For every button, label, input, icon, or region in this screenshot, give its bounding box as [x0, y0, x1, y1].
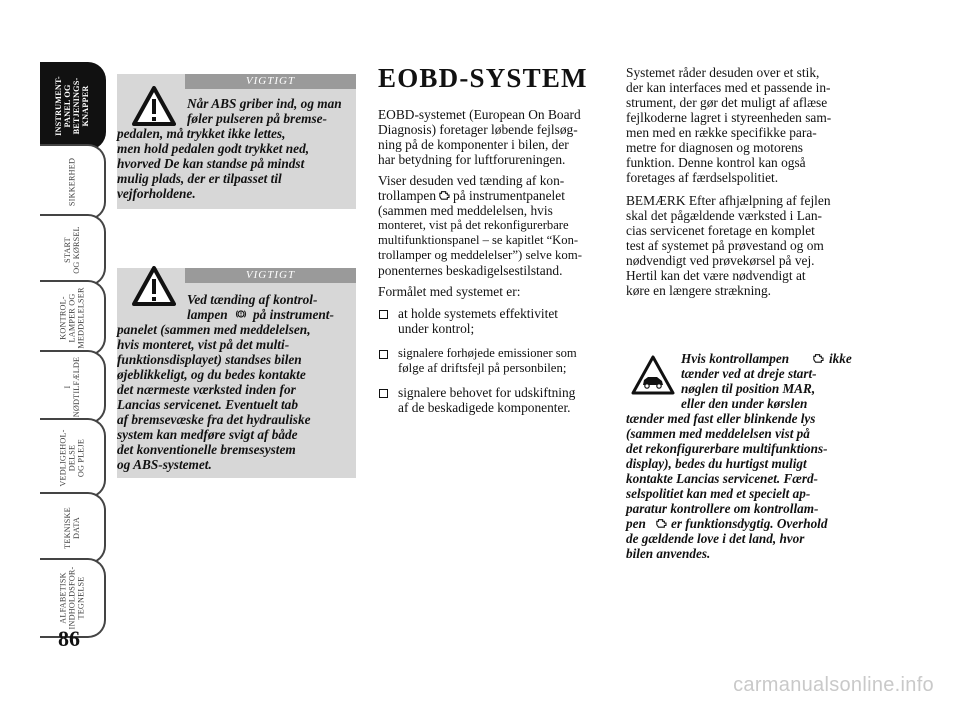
text-line: foretages af færdselspolitiet.	[626, 170, 779, 185]
text-line: nøglen til position MAR,	[681, 381, 816, 396]
text-line: trollamper og meddelelser”) selve kom-	[378, 248, 582, 262]
text-line: pedalen, må trykket ikke lettes,	[117, 126, 286, 141]
tab-instrumentpanel[interactable]	[40, 62, 106, 150]
checkbox-bullet-icon	[379, 310, 388, 319]
text-line: Viser desuden ved tænding af kon-	[378, 173, 565, 188]
text-line: (sammen med meddelelsen, hvis	[378, 203, 553, 218]
tab-label: VEDLIGEHOL- DELSE OG PLEJE	[58, 429, 86, 487]
text-line: har betydning for luftforureningen.	[378, 152, 566, 167]
checkbox-bullet-icon	[379, 389, 388, 398]
car-warning-icon	[631, 355, 675, 395]
text-line: funktion. Denne kontrol kan også	[626, 155, 806, 170]
text-line: system kan medføre svigt af både	[117, 427, 298, 442]
text-line: Når ABS griber ind, og man	[187, 96, 342, 111]
tab-nodtilfaelde[interactable]	[40, 350, 106, 424]
note-box	[626, 347, 861, 561]
text-line: det nærmeste værksted inden for	[117, 382, 296, 397]
text-line: BEMÆRK Efter afhjælpning af fejlen	[626, 193, 831, 208]
text-line: strument, der gør det muligt af aflæse	[626, 95, 828, 110]
text-line: pen	[626, 516, 646, 531]
text-line: ikke	[829, 351, 852, 366]
warning-box-abs	[117, 74, 356, 209]
text-line: Ved tænding af kontrol-	[187, 292, 318, 307]
text-line: at holde systemets effektivitet	[398, 306, 559, 321]
text-line: og ABS-systemet.	[117, 457, 212, 472]
engine-warning-icon	[812, 353, 824, 363]
text-line: Hvis kontrollampen	[681, 351, 790, 366]
text-line: hvis monteret, vist på det multi-	[117, 337, 290, 352]
text-line: føler pulseren på bremse-	[187, 111, 327, 126]
middle-column	[378, 0, 608, 709]
page-number: 86	[58, 626, 80, 651]
text-line: men med en række specifikke para-	[626, 125, 817, 140]
text-line: signalere behovet for udskiftning	[398, 385, 576, 400]
text-line: på instrument-	[253, 307, 334, 322]
text-line: følge af driftsfejl på personbilen;	[398, 361, 567, 375]
tab-start-og-korsel[interactable]	[40, 214, 106, 286]
engine-warning-icon	[655, 518, 667, 528]
tab-label: KONTROL- LAMPER OG MEDDELELSER	[58, 287, 86, 349]
tab-label: START OG KØRSEL	[63, 226, 81, 274]
text-line: monteret, vist på det rekonfigurerbare	[378, 218, 569, 232]
text-line: køre en længere strækning.	[626, 283, 772, 298]
text-line: Lancias servicenet. Eventuelt tab	[117, 397, 298, 412]
text-line: tænder ved at dreje start-	[681, 366, 817, 381]
tab-vedligeholdelse[interactable]	[40, 418, 106, 498]
tab-label: ALFABETISK INDHOLDSFOR- TEGNELSE	[58, 566, 86, 630]
text-line: signalere forhøjede emissioner som	[398, 346, 577, 360]
tab-label: INSTRUMENT- PANEL OG BETJENINGS- KNAPPER	[54, 76, 90, 136]
text-line: cias servicenet foretage en komplet	[626, 223, 815, 238]
text-line: metre for diagnosen og motorens	[626, 140, 804, 155]
text-line: det konventionelle bremsesystem	[117, 442, 296, 457]
tab-kontrollamper[interactable]	[40, 280, 106, 356]
text-line: ning på de komponenter i bilen, der	[378, 137, 569, 152]
text-line: paratur kontrollere om kontrollam-	[626, 501, 819, 516]
tab-sikkerhed[interactable]	[40, 144, 106, 220]
tab-label: SIKKERHED	[67, 157, 77, 207]
text-line: fejlkoderne lagret i styreenheden sam-	[626, 110, 832, 125]
text-line: der kan interfaces med et passende in-	[626, 80, 831, 95]
warning-header: VIGTIGT	[185, 74, 356, 89]
text-line: af de beskadigede komponenter.	[398, 400, 571, 415]
warning-triangle-icon	[132, 266, 176, 306]
brake-warning-icon	[235, 309, 247, 319]
text-line: skal det pågældende værksted i Lan-	[626, 208, 822, 223]
text-line: men hold pedalen godt trykket ned,	[117, 141, 310, 156]
section-heading: EOBD-SYSTEM	[378, 63, 588, 93]
warning-box-brake	[117, 268, 356, 478]
text-line: tænder med fast eller blinkende lys	[626, 411, 816, 426]
text-line: kontakte Lancias servicenet. Færd-	[626, 471, 818, 486]
text-line: på instrumentpanelet	[453, 188, 565, 203]
text-line: display), bedes du hurtigst muligt	[626, 456, 807, 471]
text-line: øjeblikkeligt, og du bedes kontakte	[117, 367, 306, 382]
text-line: bilen anvendes.	[626, 546, 711, 561]
text-line: er funktionsdygtig. Overhold	[671, 516, 828, 531]
text-line: ponenternes beskadigelsestilstand.	[378, 263, 563, 278]
warning-header: VIGTIGT	[185, 268, 356, 283]
text-line: de gældende love i det land, hvor	[626, 531, 805, 546]
text-line: trollampen	[378, 188, 437, 203]
tab-tekniske-data[interactable]	[40, 492, 106, 564]
text-line: panelet (sammen med meddelelsen,	[117, 322, 311, 337]
warning-triangle-icon	[132, 86, 176, 126]
text-line: Formålet med systemet er:	[378, 284, 521, 299]
text-line: mulig plads, der er tilpasset til	[117, 171, 282, 186]
text-line: multifunktionspanel – se kapitlet “Kon-	[378, 233, 579, 247]
text-line: under kontrol;	[398, 321, 475, 336]
text-line: nødvendigt ved prøvekørsel på vej.	[626, 253, 815, 268]
text-line: EOBD-systemet (European On Board	[378, 107, 581, 122]
right-column	[626, 0, 861, 340]
text-line: det rekonfigurerbare multifunktions-	[626, 441, 828, 456]
text-line: test af systemet på prøvestand og om	[626, 238, 824, 253]
text-line: lampen	[187, 307, 228, 322]
tab-label: I NØDTILFÆLDE	[63, 356, 81, 418]
text-line: eller den under kørslen	[681, 396, 808, 411]
text-line: vejforholdene.	[117, 186, 196, 201]
engine-warning-icon	[438, 190, 450, 200]
text-line: (sammen med meddelelsen vist på	[626, 426, 810, 441]
checkbox-bullet-icon	[379, 350, 388, 359]
text-line: funktionsdisplayet) standses bilen	[117, 352, 302, 367]
tab-label: TEKNISKE DATA	[63, 507, 81, 549]
text-line: Systemet råder desuden over et stik,	[626, 65, 820, 80]
text-line: hvorved De kan standse på mindst	[117, 156, 305, 171]
text-line: af bremsevæske fra det hydrauliske	[117, 412, 311, 427]
text-line: Diagnosis) foretager løbende fejlsøg-	[378, 122, 578, 137]
text-line: selspolitiet kan med et specielt ap-	[626, 486, 811, 501]
watermark: carmanualsonline.info	[733, 674, 934, 696]
text-line: Hertil kan det være nødvendigt at	[626, 268, 806, 283]
